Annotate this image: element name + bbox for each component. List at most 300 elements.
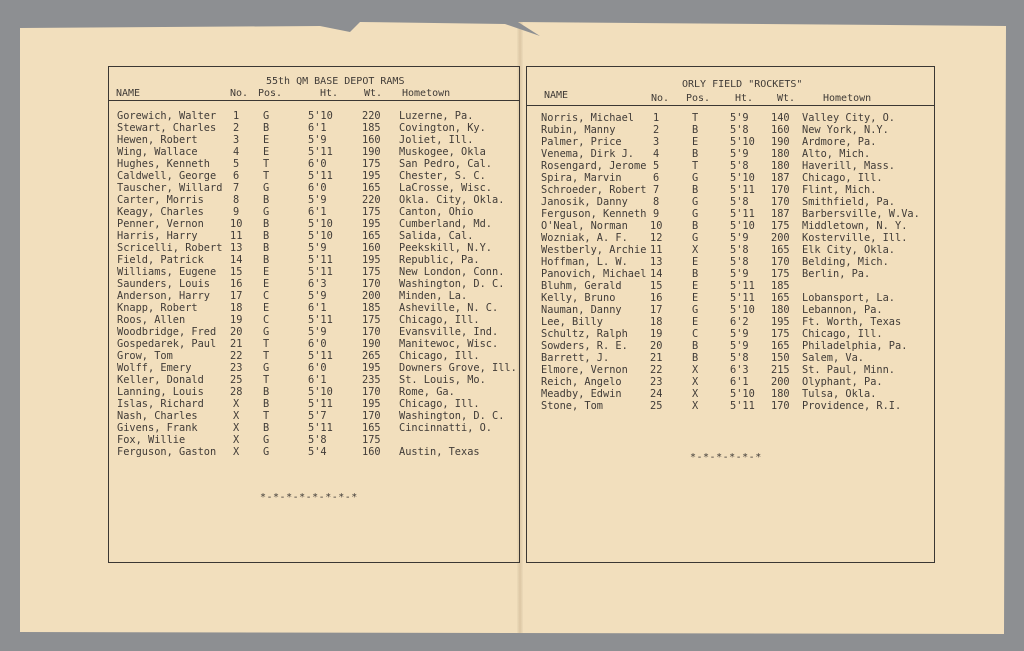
player-hometown: Austin, Texas	[399, 446, 480, 458]
player-height: 5'10	[730, 220, 755, 232]
player-height: 5'8	[730, 124, 749, 136]
player-name: Nash, Charles	[117, 410, 198, 422]
player-position: G	[263, 326, 270, 338]
player-weight: 175	[771, 328, 790, 340]
player-position: B	[692, 184, 699, 196]
player-number: 17	[650, 304, 663, 316]
player-height: 5'9	[730, 328, 749, 340]
player-name: Sowders, R. E.	[541, 340, 628, 352]
player-hometown: Covington, Ky.	[399, 122, 486, 134]
right-team-title: ORLY FIELD "ROCKETS"	[682, 79, 803, 90]
player-number: 22	[230, 350, 243, 362]
player-name: Grow, Tom	[117, 350, 173, 362]
right-header-no: No.	[651, 93, 670, 104]
player-number: 7	[653, 184, 660, 196]
player-height: 5'11	[308, 350, 333, 362]
player-hometown: Olyphant, Pa.	[802, 376, 883, 388]
player-number: 12	[650, 232, 663, 244]
player-name: Wozniak, A. F.	[541, 232, 628, 244]
player-number: 11	[230, 230, 243, 242]
player-number: 9	[653, 208, 660, 220]
player-hometown: Ft. Worth, Texas	[802, 316, 902, 328]
player-weight: 180	[771, 388, 790, 400]
player-hometown: Flint, Mich.	[802, 184, 877, 196]
player-height: 5'11	[730, 292, 755, 304]
left-header-pos: Pos.	[258, 88, 283, 99]
player-weight: 160	[362, 446, 381, 458]
player-hometown: Valley City, O.	[802, 112, 895, 124]
player-hometown: Providence, R.I.	[802, 400, 902, 412]
player-number: 14	[650, 268, 663, 280]
player-height: 5'9	[308, 194, 327, 206]
player-hometown: Rome, Ga.	[399, 386, 455, 398]
player-number: 25	[230, 374, 243, 386]
player-name: Nauman, Danny	[541, 304, 622, 316]
player-height: 5'8	[730, 160, 749, 172]
player-weight: 195	[771, 316, 790, 328]
player-name: Schroeder, Robert	[541, 184, 647, 196]
player-weight: 170	[362, 326, 381, 338]
player-weight: 180	[771, 304, 790, 316]
right-header-name: NAME	[544, 90, 569, 101]
player-weight: 195	[362, 170, 381, 182]
player-position: G	[692, 196, 699, 208]
player-hometown: Alto, Mich.	[802, 148, 871, 160]
player-height: 5'11	[730, 400, 755, 412]
player-weight: 175	[771, 268, 790, 280]
player-height: 5'11	[308, 422, 333, 434]
player-position: G	[263, 362, 270, 374]
player-height: 5'9	[308, 134, 327, 146]
player-hometown: St. Louis, Mo.	[399, 374, 486, 386]
player-hometown: Ardmore, Pa.	[802, 136, 877, 148]
player-height: 5'10	[308, 218, 333, 230]
player-name: Norris, Michael	[541, 112, 634, 124]
player-name: Stewart, Charles	[117, 122, 217, 134]
player-weight: 175	[362, 434, 381, 446]
player-position: B	[263, 398, 270, 410]
player-name: Penner, Vernon	[117, 218, 204, 230]
player-name: Hewen, Robert	[117, 134, 198, 146]
player-hometown: New London, Conn.	[399, 266, 505, 278]
player-number: 8	[653, 196, 660, 208]
player-height: 6'1	[308, 206, 327, 218]
player-hometown: Peekskill, N.Y.	[399, 242, 492, 254]
player-name: Lee, Billy	[541, 316, 603, 328]
player-name: Rosengard, Jerome	[541, 160, 647, 172]
player-position: B	[263, 230, 270, 242]
player-number: 24	[650, 388, 663, 400]
player-name: Williams, Eugene	[117, 266, 217, 278]
player-height: 6'3	[308, 278, 327, 290]
player-hometown: Luzerne, Pa.	[399, 110, 474, 122]
player-weight: 265	[362, 350, 381, 362]
player-height: 5'11	[308, 146, 333, 158]
player-hometown: Chicago, Ill.	[802, 328, 883, 340]
left-header-ht: Ht.	[320, 88, 339, 99]
player-hometown: Manitewoc, Wisc.	[399, 338, 499, 350]
player-weight: 170	[771, 184, 790, 196]
player-name: Wing, Wallace	[117, 146, 198, 158]
player-weight: 185	[362, 122, 381, 134]
player-height: 5'8	[730, 244, 749, 256]
player-name: Reich, Angelo	[541, 376, 622, 388]
player-hometown: Chicago, Ill.	[802, 172, 883, 184]
player-position: G	[692, 304, 699, 316]
player-position: B	[263, 242, 270, 254]
player-name: Fox, Willie	[117, 434, 186, 446]
player-number: 3	[233, 134, 240, 146]
player-hometown: Barbersville, W.Va.	[802, 208, 920, 220]
player-number: 10	[650, 220, 663, 232]
player-height: 5'11	[308, 398, 333, 410]
player-name: Rubin, Manny	[541, 124, 616, 136]
player-name: Anderson, Harry	[117, 290, 210, 302]
player-weight: 180	[771, 160, 790, 172]
player-hometown: Okla. City, Okla.	[399, 194, 505, 206]
player-position: C	[692, 328, 699, 340]
player-weight: 160	[362, 242, 381, 254]
player-position: E	[263, 302, 270, 314]
player-position: X	[692, 376, 699, 388]
player-position: B	[263, 194, 270, 206]
player-number: 21	[230, 338, 243, 350]
player-position: G	[263, 206, 270, 218]
player-height: 5'9	[730, 232, 749, 244]
player-name: O'Neal, Norman	[541, 220, 628, 232]
left-team-title: 55th QM BASE DEPOT RAMS	[266, 76, 405, 87]
player-name: Scricelli, Robert	[117, 242, 223, 254]
player-weight: 187	[771, 208, 790, 220]
player-name: Elmore, Vernon	[541, 364, 628, 376]
right-footer-stars: *-*-*-*-*-*	[690, 452, 762, 463]
player-name: Tauscher, Willard	[117, 182, 223, 194]
player-name: Ferguson, Gaston	[117, 446, 217, 458]
player-position: B	[692, 148, 699, 160]
player-position: C	[263, 314, 270, 326]
player-hometown: Tulsa, Okla.	[802, 388, 877, 400]
player-hometown: Republic, Pa.	[399, 254, 480, 266]
player-number: 5	[233, 158, 240, 170]
player-weight: 200	[771, 376, 790, 388]
player-position: B	[263, 422, 270, 434]
player-name: Wolff, Emery	[117, 362, 192, 374]
player-position: B	[692, 220, 699, 232]
player-hometown: Smithfield, Pa.	[802, 196, 895, 208]
player-hometown: Downers Grove, Ill.	[399, 362, 517, 374]
player-name: Islas, Richard	[117, 398, 204, 410]
player-name: Caldwell, George	[117, 170, 217, 182]
player-height: 5'8	[308, 434, 327, 446]
player-height: 5'11	[730, 184, 755, 196]
player-number: X	[233, 410, 240, 422]
player-weight: 175	[362, 158, 381, 170]
player-hometown: Cumberland, Md.	[399, 218, 492, 230]
player-hometown: San Pedro, Cal.	[399, 158, 492, 170]
player-height: 6'2	[730, 316, 749, 328]
player-name: Roos, Allen	[117, 314, 186, 326]
left-header-hometown: Hometown	[402, 88, 451, 99]
player-height: 5'11	[308, 266, 333, 278]
player-number: 18	[230, 302, 243, 314]
player-name: Saunders, Louis	[117, 278, 210, 290]
player-number: 25	[650, 400, 663, 412]
player-hometown: Middletown, N. Y.	[802, 220, 908, 232]
player-weight: 175	[771, 220, 790, 232]
player-height: 5'11	[308, 314, 333, 326]
player-name: Carter, Morris	[117, 194, 204, 206]
right-header-hometown: Hometown	[823, 93, 872, 104]
player-weight: 165	[362, 182, 381, 194]
player-height: 5'10	[308, 386, 333, 398]
player-height: 5'7	[308, 410, 327, 422]
player-hometown: Lobansport, La.	[802, 292, 895, 304]
player-position: B	[263, 254, 270, 266]
player-weight: 235	[362, 374, 381, 386]
player-weight: 185	[771, 280, 790, 292]
player-height: 6'1	[308, 302, 327, 314]
player-number: 19	[230, 314, 243, 326]
player-height: 6'0	[308, 362, 327, 374]
player-weight: 160	[362, 134, 381, 146]
player-name: Venema, Dirk J.	[541, 148, 634, 160]
player-weight: 187	[771, 172, 790, 184]
player-weight: 165	[362, 422, 381, 434]
player-height: 6'1	[730, 376, 749, 388]
player-name: Barrett, J.	[541, 352, 610, 364]
player-height: 6'0	[308, 338, 327, 350]
player-number: 1	[653, 112, 660, 124]
player-number: 13	[650, 256, 663, 268]
player-number: X	[233, 446, 240, 458]
player-number: 10	[230, 218, 243, 230]
player-position: E	[692, 280, 699, 292]
player-position: B	[692, 124, 699, 136]
player-number: 2	[233, 122, 240, 134]
player-position: C	[263, 290, 270, 302]
player-number: 1	[233, 110, 240, 122]
player-number: 16	[650, 292, 663, 304]
player-height: 5'10	[308, 110, 333, 122]
player-hometown: Belding, Mich.	[802, 256, 889, 268]
player-position: T	[263, 410, 270, 422]
player-position: B	[263, 218, 270, 230]
player-position: E	[263, 266, 270, 278]
player-weight: 165	[771, 292, 790, 304]
player-name: Givens, Frank	[117, 422, 198, 434]
player-weight: 170	[362, 410, 381, 422]
player-number: 22	[650, 364, 663, 376]
player-height: 6'3	[730, 364, 749, 376]
player-number: X	[233, 398, 240, 410]
player-name: Knapp, Robert	[117, 302, 198, 314]
player-weight: 195	[362, 254, 381, 266]
player-position: B	[692, 352, 699, 364]
player-weight: 165	[362, 230, 381, 242]
player-height: 5'10	[308, 230, 333, 242]
player-name: Kelly, Bruno	[541, 292, 616, 304]
player-number: 13	[230, 242, 243, 254]
player-name: Lanning, Louis	[117, 386, 204, 398]
player-name: Hughes, Kenneth	[117, 158, 210, 170]
right-header-ht: Ht.	[735, 93, 754, 104]
player-name: Bluhm, Gerald	[541, 280, 622, 292]
player-weight: 200	[771, 232, 790, 244]
player-hometown: Salem, Va.	[802, 352, 864, 364]
player-hometown: Muskogee, Okla	[399, 146, 486, 158]
player-weight: 170	[771, 196, 790, 208]
player-weight: 180	[771, 148, 790, 160]
player-number: 2	[653, 124, 660, 136]
player-hometown: Haverill, Mass.	[802, 160, 895, 172]
player-weight: 215	[771, 364, 790, 376]
player-weight: 150	[771, 352, 790, 364]
player-height: 6'0	[308, 158, 327, 170]
right-header-pos: Pos.	[686, 93, 711, 104]
player-position: T	[263, 350, 270, 362]
player-weight: 195	[362, 398, 381, 410]
player-position: G	[263, 182, 270, 194]
player-number: 19	[650, 328, 663, 340]
player-height: 5'9	[308, 242, 327, 254]
player-hometown: Chicago, Ill.	[399, 314, 480, 326]
player-weight: 175	[362, 314, 381, 326]
player-number: 9	[233, 206, 240, 218]
player-height: 5'8	[730, 196, 749, 208]
player-hometown: Washington, D. C.	[399, 278, 505, 290]
player-height: 5'9	[730, 340, 749, 352]
player-name: Gospedarek, Paul	[117, 338, 217, 350]
player-position: G	[692, 232, 699, 244]
player-position: G	[692, 208, 699, 220]
player-name: Panovich, Michael	[541, 268, 647, 280]
player-name: Harris, Harry	[117, 230, 198, 242]
player-weight: 140	[771, 112, 790, 124]
player-height: 5'11	[730, 280, 755, 292]
player-height: 5'9	[308, 290, 327, 302]
player-position: B	[692, 268, 699, 280]
player-name: Keagy, Charles	[117, 206, 204, 218]
player-hometown: Philadelphia, Pa.	[802, 340, 908, 352]
player-weight: 190	[362, 146, 381, 158]
left-header-name: NAME	[116, 88, 141, 99]
player-number: 6	[233, 170, 240, 182]
player-weight: 170	[362, 278, 381, 290]
player-number: X	[233, 422, 240, 434]
player-height: 5'11	[730, 208, 755, 220]
player-hometown: Elk City, Okla.	[802, 244, 895, 256]
player-position: B	[263, 122, 270, 134]
player-number: 28	[230, 386, 243, 398]
player-number: 6	[653, 172, 660, 184]
player-hometown: LaCrosse, Wisc.	[399, 182, 492, 194]
player-hometown: Kosterville, Ill.	[802, 232, 908, 244]
player-number: 23	[650, 376, 663, 388]
player-position: G	[263, 110, 270, 122]
player-name: Stone, Tom	[541, 400, 603, 412]
player-hometown: Salida, Cal.	[399, 230, 474, 242]
player-number: 11	[650, 244, 663, 256]
player-hometown: Berlin, Pa.	[802, 268, 871, 280]
player-height: 6'1	[308, 374, 327, 386]
player-number: 3	[653, 136, 660, 148]
player-hometown: New York, N.Y.	[802, 124, 889, 136]
player-hometown: Canton, Ohio	[399, 206, 474, 218]
player-number: X	[233, 434, 240, 446]
player-position: T	[263, 170, 270, 182]
player-height: 5'9	[730, 268, 749, 280]
player-number: 23	[230, 362, 243, 374]
player-hometown: Chester, S. C.	[399, 170, 486, 182]
player-height: 5'8	[730, 352, 749, 364]
player-name: Field, Patrick	[117, 254, 204, 266]
player-hometown: Evansville, Ind.	[399, 326, 499, 338]
player-name: Janosik, Danny	[541, 196, 628, 208]
player-number: 4	[653, 148, 660, 160]
player-name: Schultz, Ralph	[541, 328, 628, 340]
player-position: E	[263, 278, 270, 290]
player-height: 5'10	[730, 172, 755, 184]
player-height: 6'1	[308, 122, 327, 134]
player-height: 5'9	[730, 112, 749, 124]
player-position: T	[263, 374, 270, 386]
player-weight: 185	[362, 302, 381, 314]
player-number: 14	[230, 254, 243, 266]
right-header-wt: Wt.	[777, 93, 796, 104]
player-position: X	[692, 400, 699, 412]
player-position: T	[692, 160, 699, 172]
player-position: E	[263, 134, 270, 146]
player-name: Spira, Marvin	[541, 172, 622, 184]
player-hometown: Chicago, Ill.	[399, 398, 480, 410]
player-weight: 190	[771, 136, 790, 148]
player-height: 5'9	[730, 148, 749, 160]
player-position: X	[692, 244, 699, 256]
player-name: Westberly, Archie	[541, 244, 647, 256]
player-position: G	[263, 434, 270, 446]
player-number: 18	[650, 316, 663, 328]
player-name: Palmer, Price	[541, 136, 622, 148]
right-header-rule	[526, 105, 935, 106]
player-weight: 190	[362, 338, 381, 350]
player-position: E	[692, 316, 699, 328]
left-header-rule	[108, 100, 520, 101]
player-hometown: Asheville, N. C.	[399, 302, 499, 314]
player-weight: 170	[771, 256, 790, 268]
player-height: 5'10	[730, 304, 755, 316]
player-position: T	[692, 112, 699, 124]
player-number: 4	[233, 146, 240, 158]
player-name: Meadby, Edwin	[541, 388, 622, 400]
player-position: E	[263, 146, 270, 158]
left-header-no: No.	[230, 88, 249, 99]
player-weight: 220	[362, 194, 381, 206]
player-name: Hoffman, L. W.	[541, 256, 628, 268]
player-name: Woodbridge, Fred	[117, 326, 217, 338]
player-number: 5	[653, 160, 660, 172]
player-position: X	[692, 388, 699, 400]
player-height: 5'10	[730, 388, 755, 400]
player-hometown: Washington, D. C.	[399, 410, 505, 422]
player-hometown: Minden, La.	[399, 290, 468, 302]
player-name: Keller, Donald	[117, 374, 204, 386]
left-footer-stars: *-*-*-*-*-*-*-*	[260, 492, 358, 503]
player-number: 20	[230, 326, 243, 338]
player-position: E	[692, 292, 699, 304]
player-hometown: Lebannon, Pa.	[802, 304, 883, 316]
player-hometown: Cincinnatti, O.	[399, 422, 492, 434]
player-position: B	[692, 340, 699, 352]
